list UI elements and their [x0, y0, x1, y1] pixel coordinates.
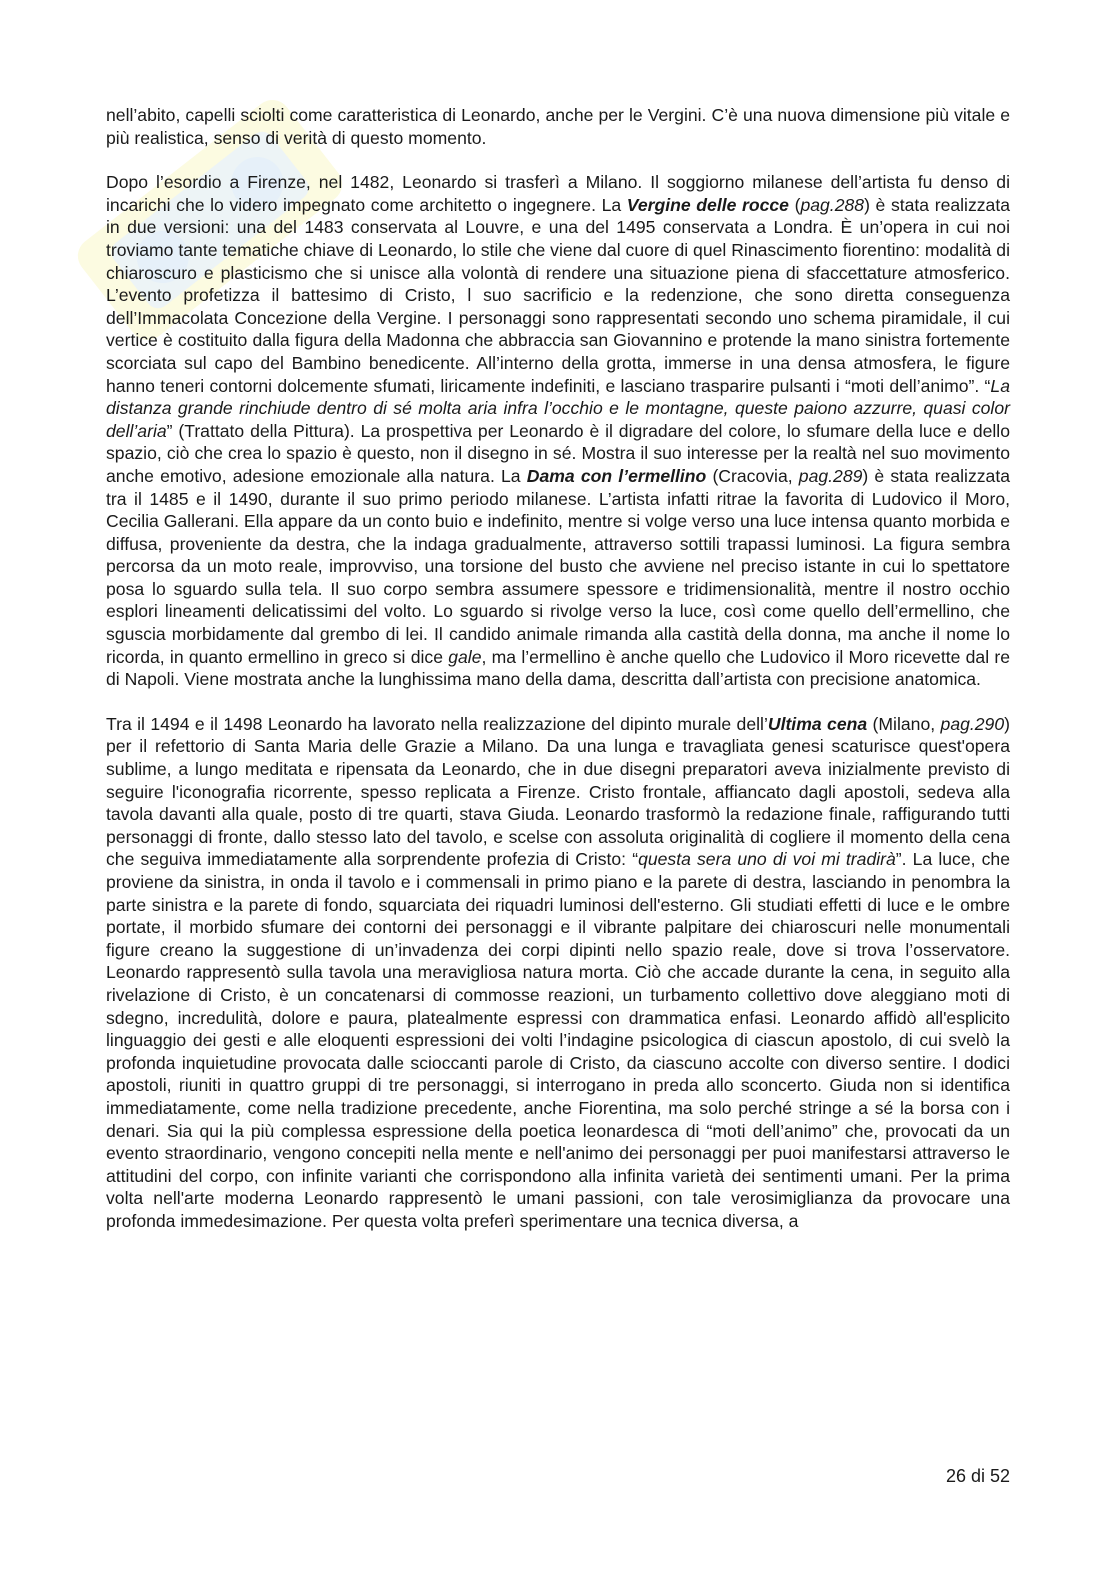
text-run: ( — [788, 194, 801, 215]
text-run: nell’abito, capelli sciolti come caratteristica di Leonardo, anche per le Vergini. C’è una nuova dimensione più vitale e più realistica, senso di verità di questo momento. — [106, 105, 1010, 148]
italic-text: pag.288 — [800, 194, 865, 215]
italic-text: La distanza grande rinchiude dentro di sé molta aria infra l’occhio e le montagne, queste paiono azzurre, quasi color dell’aria — [106, 375, 1010, 441]
paragraph — [106, 171, 1010, 691]
italic-text: pag.290 — [940, 713, 1005, 734]
text-run: , ma l’ermellino è anche quello che Ludovico il Moro ricevette dal re di Napoli. Viene mostrata anche la lunghissima mano della dama, descritta dall’artista con precisione anatomica. — [106, 646, 1011, 690]
italic-text: gale — [448, 646, 482, 667]
page-number: 26 di 52 — [945, 1466, 1010, 1486]
document-body — [106, 104, 1010, 1255]
artwork-title: Ultima cena — [767, 713, 868, 734]
paragraph — [106, 713, 1010, 1233]
text-run: ) per il refettorio di Santa Maria delle Grazie a Milano. Da una lunga e travagliata genesi scaturisce quest'opera sublime, a lungo meditata e ripensata da Leonardo, che in due disegni preparatori aveva inizialmente previsto di seguire l'iconografia ricorrente, spesso replicata a Firenze. Cristo frontale, affiancato dagli apostoli, sedeva alla tavola davanti alla quale, posto di tre quarti, stava Giuda. Leonardo trasformò la redazione finale, raffigurando tutti personaggi di fronte, dallo stesso lato del tavolo, e scelse con assoluta originalità di cogliere il momento della cena che seguiva immediatamente alla sorprendente profezia di Cristo: “ — [106, 713, 1010, 870]
text-run: ” (Trattato della Pittura). La prospettiva per Leonardo è il digradare del colore, lo sfumare della luce e dello spazio, ciò che crea lo spazio è questo, non il disegno in sé. Mostra il suo interesse per la realtà nel suo movimento anche emotivo, adesione emozionale alla natura. La — [106, 420, 1010, 486]
text-run: Tra il 1494 e il 1498 Leonardo ha lavorato nella realizzazione del dipinto murale dell’ — [106, 713, 768, 734]
text-run: ”. La luce, che proviene da sinistra, in onda il tavolo e i commensali in primo piano e la parete di destra, lasciando in penombra la parte sinistra e la parete di fondo, squarciata dei riquadri luminosi dell'esterno. Gli studiati effetti di luce e le ombre portate, il morbido sfumare dei contorni dei personaggi e il vibrante palpitare dei chiaroscuri nelle monumentali figure creano la suggestione di un’invadenza dei corpi dipinti nello spazio reale, dove si trova l’osservatore. Leonardo rappresentò sulla tavola una meravigliosa natura morta. Ciò che accade durante la cena, in seguito alla rivelazione di Cristo, è un concatenarsi di commosse reazioni, un turbamento collettivo dove aleggiano moti di sdegno, incredulità, dolore e paura, platealmente espressi con drammatica enfasi. Leonardo affidò all'esplicito linguaggio dei gesti e alle eloquenti espressioni dei volti l’indagine psicologica di ciascun apostolo, di cui svelò la profonda inquietudine provocata dalle scioccanti parole di Cristo, da ciascuno accolte con diverso sentire. I dodici apostoli, riuniti in quattro gruppi di tre personaggi, si interrogano in preda allo sconcerto. Giuda non si identifica immediatamente, come nella tradizione precedente, anche Fiorentina, ma solo perché stringe a sé la borsa con i denari. Sia qui la più complessa espressione della poetica leonardesca di “moti dell’animo” che, provocati da un evento straordinario, vengono concepiti nella mente e nell'animo dei personaggi per puoi manifestarsi attraverso le attitudini del corpo, con infinite varianti che corrispondono alla infinita varietà dei sentimenti umani. Per la prima volta nell'arte moderna Leonardo rappresentò le umani passioni, con tale verosimiglianza da provocare una profonda immedesimazione. Per questa volta preferì sperimentare una tecnica diversa, a — [106, 849, 1010, 1231]
text-run: (Cracovia, — [706, 465, 799, 486]
paragraph — [106, 104, 1010, 149]
italic-text: questa sera uno di voi mi tradirà — [638, 849, 896, 870]
artwork-title: Vergine delle rocce — [626, 194, 789, 215]
text-run: ) è stata realizzata tra il 1485 e il 1490, durante il suo primo periodo milanese. L’artista infatti ritrae la favorita di Ludovico il Moro, Cecilia Gallerani. Ella appare da un conto buio e indefinito, mentre si volge verso una luce intensa quanto morbida e diffusa, proveniente da destra, che la indaga gradualmente, attraverso sottili trapassi luminosi. La figura sembra percorsa da un moto reale, improvviso, una torsione del busto che avviene nel preciso istante in cui lo spettatore posa lo sguardo sulla tela. Il suo corpo sembra assumere spessore e tridimensionalità, mentre il nostro occhio esplori lineamenti delicatissimi del volto. Lo sguardo si rivolge verso la luce, così come quello dell’ermellino, che sguscia morbidamente dal grembo di lei. Il candido animale rimanda alla castità della donna, ma anche il nome lo ricorda, in quanto ermellino in greco si dice — [106, 465, 1010, 667]
artwork-title: Dama con l’ermellino — [526, 465, 707, 486]
text-run: Dopo l’esordio a Firenze, nel 1482, Leonardo si trasferì a Milano. Il soggiorno milanese dell’artista fu denso di incarichi che lo videro impegnato come architetto o ingegnere. La — [106, 172, 1010, 215]
text-run: ) è stata realizzata in due versioni: una del 1483 conservata al Louvre, e una del 1495 conservata a Londra. È un’opera in cui noi troviamo tante tematiche chiave di Leonardo, lo stile che viene dal cuore di quel Rinascimento fiorentino: modalità di chiaroscuro e plasticismo che si unisce alla volontà di rendere una situazione piena di sfaccettature atmosferico. L’evento profetizza il battesimo di Cristo, l suo sacrificio e la redenzione, che sono diretta conseguenza dell’Immacolata Concezione della Vergine. I personaggi sono rappresentati secondo uno schema piramidale, il cui vertice è costituito dalla figura della Madonna che abbraccia san Giovannino e protende la mano sinistra fortemente scorciata sul capo del Bambino benedicente. All’interno della grotta, immerse in una densa atmosfera, le figure hanno teneri contorni dolcemente sfumati, liricamente indefiniti, e lasciano trasparire pulsanti i “moti dell’animo”. “ — [106, 194, 1011, 396]
text-run: (Milano, — [867, 713, 941, 734]
italic-text: pag.289 — [798, 465, 863, 486]
